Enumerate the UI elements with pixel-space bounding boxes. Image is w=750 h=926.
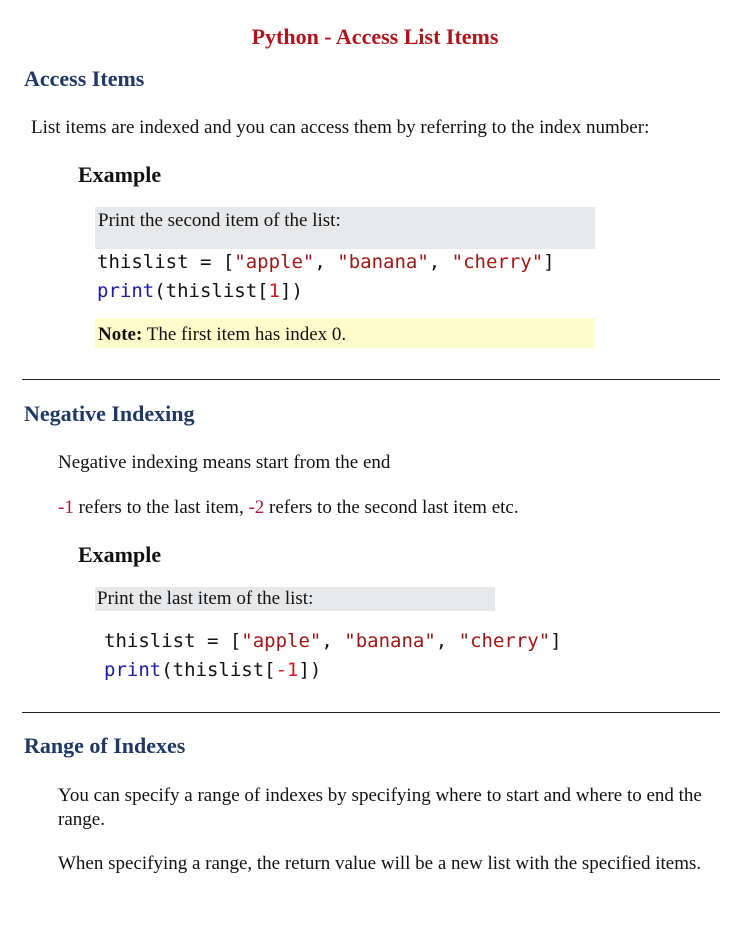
code-line: thislist = ["apple", "banana", "cherry"] bbox=[97, 251, 555, 273]
heading-range-of-indexes: Range of Indexes bbox=[24, 733, 186, 758]
code-line: thislist = ["apple", "banana", "cherry"] bbox=[104, 630, 562, 652]
example-description: Print the last item of the list: bbox=[95, 587, 495, 611]
access-items-text: List items are indexed and you can access them by referring to the index number: bbox=[31, 117, 650, 138]
code-block bbox=[97, 248, 555, 306]
example-heading: Example bbox=[78, 542, 162, 567]
example-heading: Example bbox=[78, 162, 162, 187]
example-description: Print the second item of the list: bbox=[95, 207, 595, 249]
code-block bbox=[104, 627, 562, 685]
code-line: print(thislist[-1]) bbox=[104, 659, 322, 681]
divider bbox=[22, 712, 720, 713]
page-title: Python - Access List Items bbox=[251, 24, 499, 49]
range-text-2: When specifying a range, the return value will be a new list with the specified items. bbox=[58, 853, 702, 874]
heading-access-items: Access Items bbox=[24, 66, 145, 91]
negative-explain: -1 refers to the last item, -2 refers to the second last item etc. bbox=[58, 497, 519, 518]
negative-text: Negative indexing means start from the end bbox=[58, 452, 391, 473]
divider bbox=[22, 379, 720, 380]
code-line: print(thislist[1]) bbox=[97, 280, 303, 302]
heading-negative-indexing: Negative Indexing bbox=[24, 401, 195, 426]
range-text-1: You can specify a range of indexes by specifying where to start and where to end the range. bbox=[58, 785, 702, 830]
note-box: Note: The first item has index 0. bbox=[95, 318, 595, 348]
